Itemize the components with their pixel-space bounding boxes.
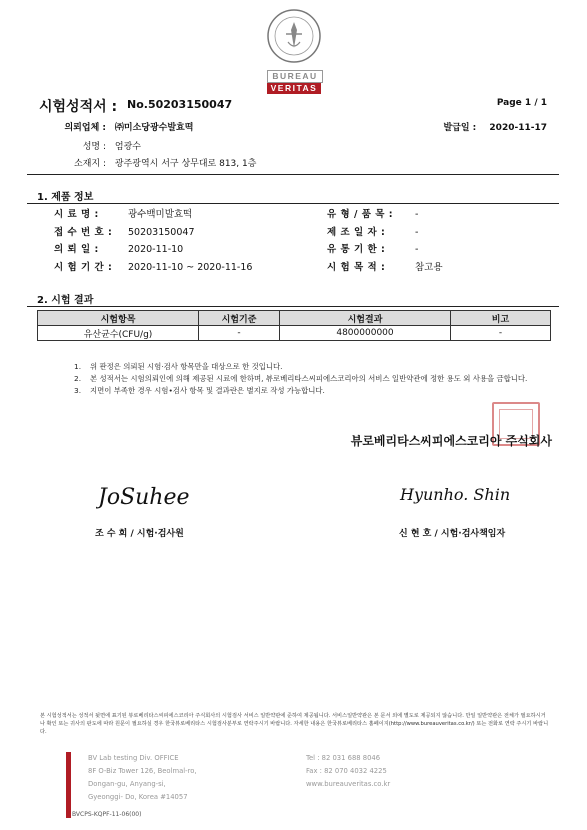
note-item: 3. 지면이 부족한 경우 시험•검사 항목 및 결과란은 별지로 작성 가능합니다. (74, 386, 325, 395)
table-cell: 4800000000 (280, 326, 451, 341)
signature-left-name: 조 수 희 / 시험·검사원 (95, 529, 184, 539)
document-title: 시험성적서 : (39, 99, 118, 115)
svg-text:Hyunho. Shin: Hyunho. Shin (400, 485, 511, 504)
product-info-left (54, 206, 252, 276)
field-test-period: 시 험 기 간 : 2020-11-10 ~ 2020-11-16 (54, 261, 253, 273)
footer-accent-bar (66, 752, 71, 818)
field-receipt-number: 접 수 번 호 : 50203150047 (54, 226, 195, 238)
notes-list (74, 361, 554, 397)
footer-fax: Fax : 82 070 4032 4225 (306, 767, 387, 775)
client-row (26, 120, 193, 133)
field-test-purpose: 시 험 목 적 : 참고용 (327, 261, 443, 273)
issue-date-value: 2020-11-17 (489, 123, 547, 133)
signature-right-image (398, 476, 518, 512)
address-row (26, 156, 256, 169)
note-item: 2. 본 성적서는 시험의뢰인에 의해 제공된 시료에 한하며, 뷰로베리타스씨피에스코리아의 서비스 일반약관에 정한 용도 외 사용을 금합니다. (74, 374, 528, 383)
field-expiry-date: 유 통 기 한 : - (327, 244, 419, 255)
field-type-item: 유 형 / 품 목 : - (327, 209, 419, 220)
section-product-info-title: 1. 제품 정보 (37, 192, 94, 203)
footer-tel: Tel : 82 031 688 8046 (306, 754, 381, 762)
footer-website: www.bureauveritas.co.kr (306, 780, 391, 788)
client-label: 의뢰업체 : (64, 123, 106, 133)
field-request-date: 의 뢰 일 : 2020-11-10 (54, 244, 184, 255)
name-label: 성명 : (82, 142, 106, 152)
issue-date-label: 발급일 : (443, 123, 477, 133)
name-value: 엄광수 (114, 142, 141, 152)
company-name: 뷰로베리타스씨피에스코리아 주식회사 (350, 434, 552, 448)
product-info-right (327, 206, 443, 276)
bureau-veritas-seal-icon (266, 8, 322, 64)
results-table (37, 310, 551, 341)
table-cell: - (451, 326, 551, 341)
table-cell: - (199, 326, 280, 341)
footer-contact (306, 752, 390, 791)
signature-right-name: 신 현 호 / 시험·검사책임자 (399, 529, 506, 539)
field-manufacture-date: 제 조 일 자 : - (327, 226, 419, 238)
certificate-number: No.50203150047 (127, 98, 233, 111)
divider (27, 203, 559, 204)
section-test-results-title: 2. 시험 결과 (37, 295, 94, 306)
footnote-terms: 본 시험성적서는 성적서 뒷면에 표기된 뷰로베리타스씨피에스코리아 주식회사의 시험검사 서비스 일반약관에 준하여 제공됩니다. 서비스일반약관은 본 문서 외에 별도로 제공되지 않습니다. 만일 일반약관은 전체가 필요하시거나 확인 또는 귀사의 판도에 따라 원문이 필요하실 경우 한국뷰로베리타스 시험검사분부로 연락주시기 바랍니다. 자세한 내용은 한국뷰로베리타스 홈페이지(http://www.bureauveritas.co.kr/) 또는 전화로 연락 주시기 바랍니다. (40, 713, 549, 735)
address-value: 광주광역시 서구 상무대로 813, 1층 (114, 159, 257, 169)
address-label: 소재지 : (74, 159, 106, 169)
column-header: 시험결과 (280, 311, 451, 326)
signature-left-image (96, 478, 206, 514)
form-code: BVCPS-KQPF-11-06(00) (72, 811, 142, 818)
svg-text:JoSuhee: JoSuhee (98, 485, 190, 510)
name-row (26, 139, 141, 152)
column-header: 비고 (451, 311, 551, 326)
client-value: ㈜미소당광수발효떡 (114, 123, 194, 133)
logo-band-veritas: VERITAS (267, 83, 321, 94)
table-cell: 유산균수(CFU/g) (38, 326, 199, 341)
column-header: 시험기준 (199, 311, 280, 326)
table-header-row (38, 311, 551, 326)
footer-address: BV Lab testing Div. OFFICE 8F O-Biz Tower 126, Beolmal-ro, Dongan-gu, Anyang-si, Gyeonggi- Do, Korea #14057 (88, 754, 197, 801)
note-item: 1. 위 판정은 의뢰된 시험·검사 항목만을 대상으로 한 것입니다. (74, 362, 283, 371)
divider (27, 306, 559, 307)
divider (27, 174, 559, 175)
issue-date-row (443, 120, 547, 133)
table-row (38, 326, 551, 341)
column-header: 시험항목 (38, 311, 199, 326)
field-sample-name: 시 료 명 : 광수백미발효떡 (54, 209, 193, 220)
logo-band-bureau: BUREAU (267, 70, 323, 83)
page-indicator: Page 1 / 1 (496, 98, 547, 108)
